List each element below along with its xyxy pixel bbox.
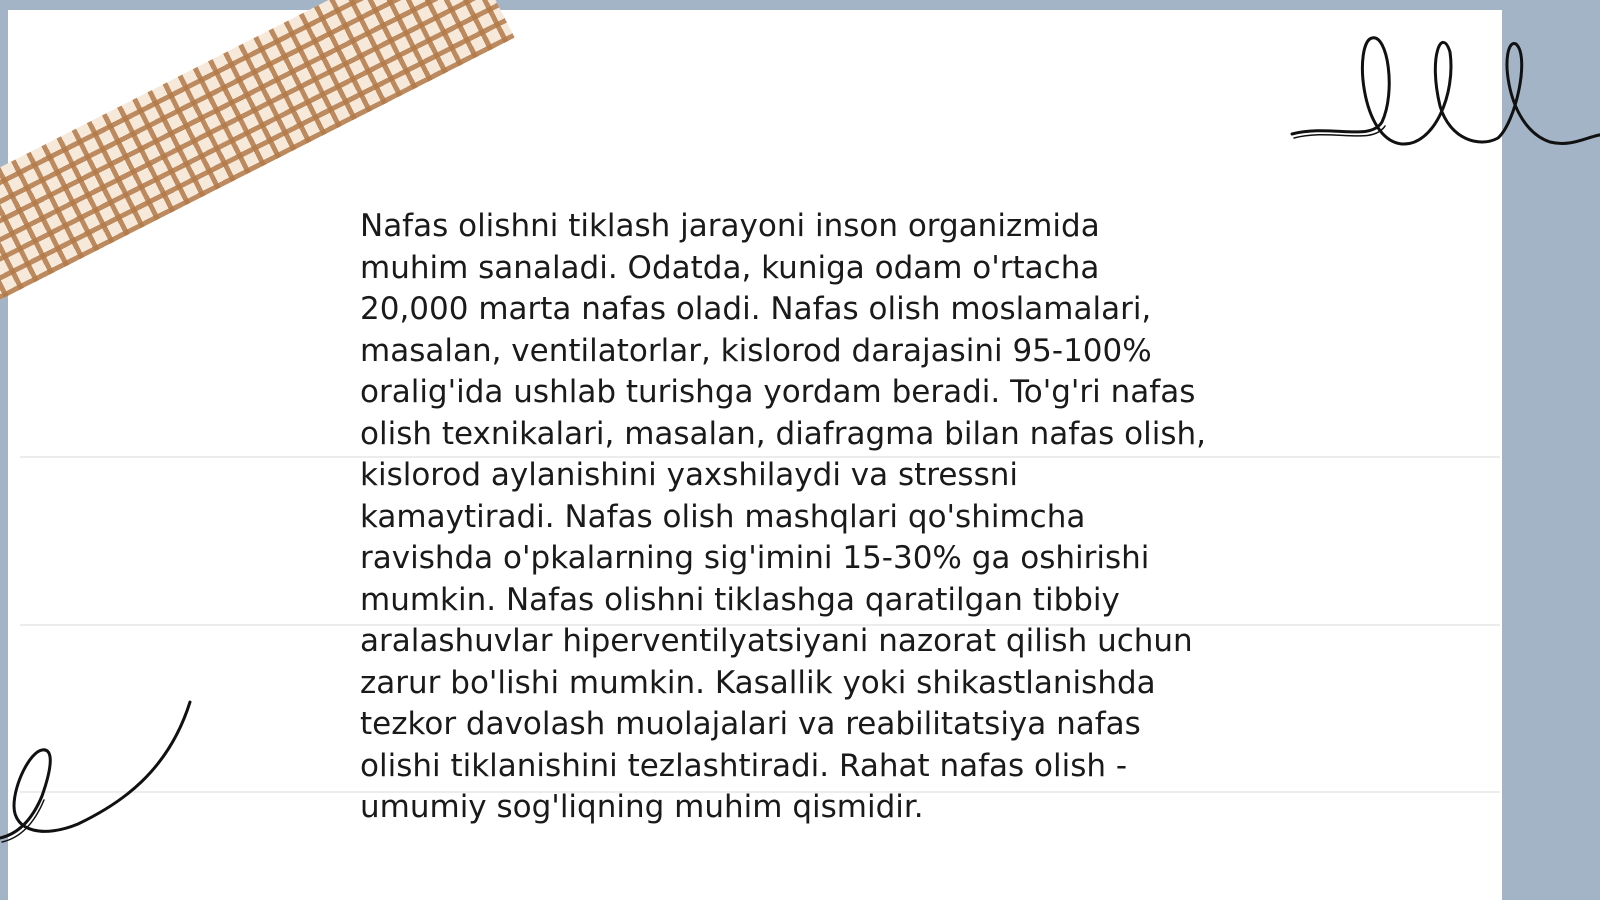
text-line: zarur bo'lishi mumkin. Kasallik yoki shikastlanishda [360,664,1156,701]
loop-scribble-icon [0,700,200,850]
text-line: mumkin. Nafas olishni tiklashga qaratilgan tibbiy [360,581,1120,618]
text-line: masalan, ventilatorlar, kislorod darajasini 95-100% [360,332,1152,369]
text-line: olishi tiklanishini tezlashtiradi. Rahat nafas olish - [360,747,1128,784]
text-line: oralig'ida ushlab turishga yordam beradi. To'g'ri nafas [360,374,1196,410]
text-line: 20,000 marta nafas oladi. Nafas olish moslamalari, [360,291,1152,327]
text-line: umumiy sog'liqning muhim qismidir. [360,789,924,825]
text-line: muhim sanaladi. Odatda, kuniga odam o'rtacha [360,249,1100,286]
loop-scribble-icon [1290,30,1600,160]
text-line: ravishda o'pkalarning sig'imini 15-30% ga oshirishi [360,540,1150,576]
text-line: Nafas olishni tiklash jarayoni inson organizmida [360,208,1100,244]
text-line: kamaytiradi. Nafas olish mashqlari qo'shimcha [360,498,1086,535]
text-line: tezkor davolash muolajalari va reabilitatsiya nafas [360,706,1141,742]
text-line: kislorod aylanishini yaxshilaydi va stressni [360,457,1018,493]
text-line: aralashuvlar hiperventilyatsiyani nazorat qilish uchun [360,623,1193,659]
text-line: olish texnikalari, masalan, diafragma bilan nafas olish, [360,415,1206,452]
body-text [360,206,1260,829]
